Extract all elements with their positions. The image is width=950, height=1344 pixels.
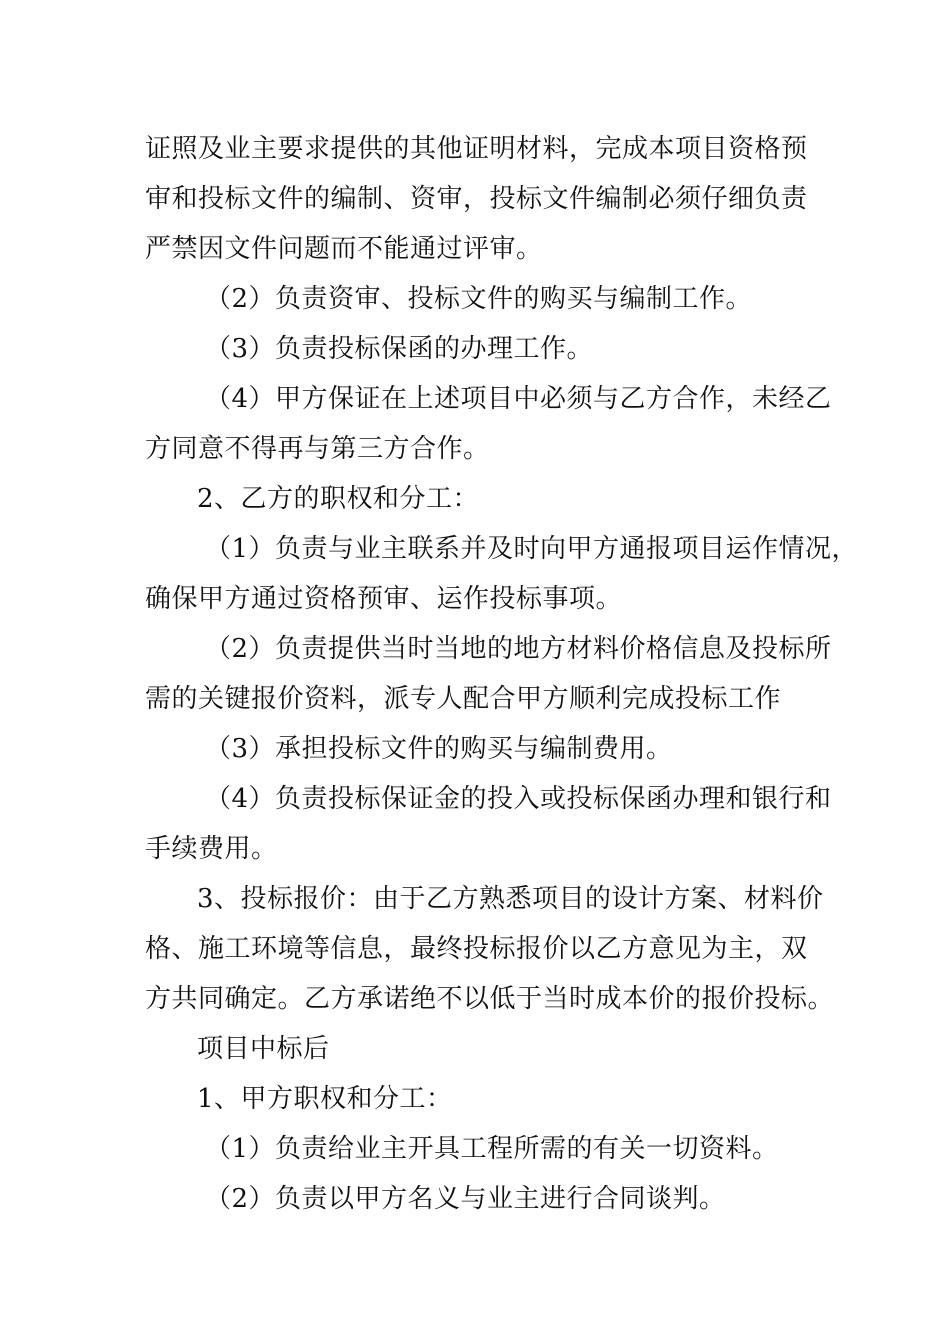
text-line: 证照及业主要求提供的其他证明材料，完成本项目资格预 <box>145 134 808 164</box>
text-line: （1）负责与业主联系并及时向甲方通报项目运作情况， <box>205 534 859 564</box>
section-heading: 3、投标报价：由于乙方熟悉项目的设计方案、材料价 <box>197 884 824 914</box>
text-line: 方共同确定。乙方承诺绝不以低于当时成本价的报价投标。 <box>145 984 835 1014</box>
text-line: （2）负责以甲方名义与业主进行合同谈判。 <box>205 1184 726 1214</box>
text-line: 方同意不得再与第三方合作。 <box>145 434 490 464</box>
text-line: （4）甲方保证在上述项目中必须与乙方合作，未经乙 <box>205 384 832 414</box>
section-heading: 2、乙方的职权和分工： <box>197 484 480 514</box>
text-line: （3）负责投标保函的办理工作。 <box>205 334 594 364</box>
text-line: （1）负责给业主开具工程所需的有关一切资料。 <box>205 1134 779 1164</box>
text-line: 确保甲方通过资格预审、运作投标事项。 <box>145 584 623 614</box>
text-line: 需的关键报价资料，派专人配合甲方顺利完成投标工作 <box>145 684 782 714</box>
section-heading: 项目中标后 <box>197 1034 330 1064</box>
text-line: （2）负责提供当时当地的地方材料价格信息及投标所 <box>205 634 832 664</box>
text-line: 格、施工环境等信息，最终投标报价以乙方意见为主，双 <box>145 934 808 964</box>
text-line: 手续费用。 <box>145 834 278 864</box>
text-line: 审和投标文件的编制、资审，投标文件编制必须仔细负责 <box>145 184 808 214</box>
text-line: （3）承担投标文件的购买与编制费用。 <box>205 734 673 764</box>
text-line: （4）负责投标保证金的投入或投标保函办理和银行和 <box>205 784 832 814</box>
text-line: （2）负责资审、投标文件的购买与编制工作。 <box>205 284 753 314</box>
text-line: 严禁因文件问题而不能通过评审。 <box>145 234 543 264</box>
section-heading: 1、甲方职权和分工： <box>197 1084 453 1114</box>
